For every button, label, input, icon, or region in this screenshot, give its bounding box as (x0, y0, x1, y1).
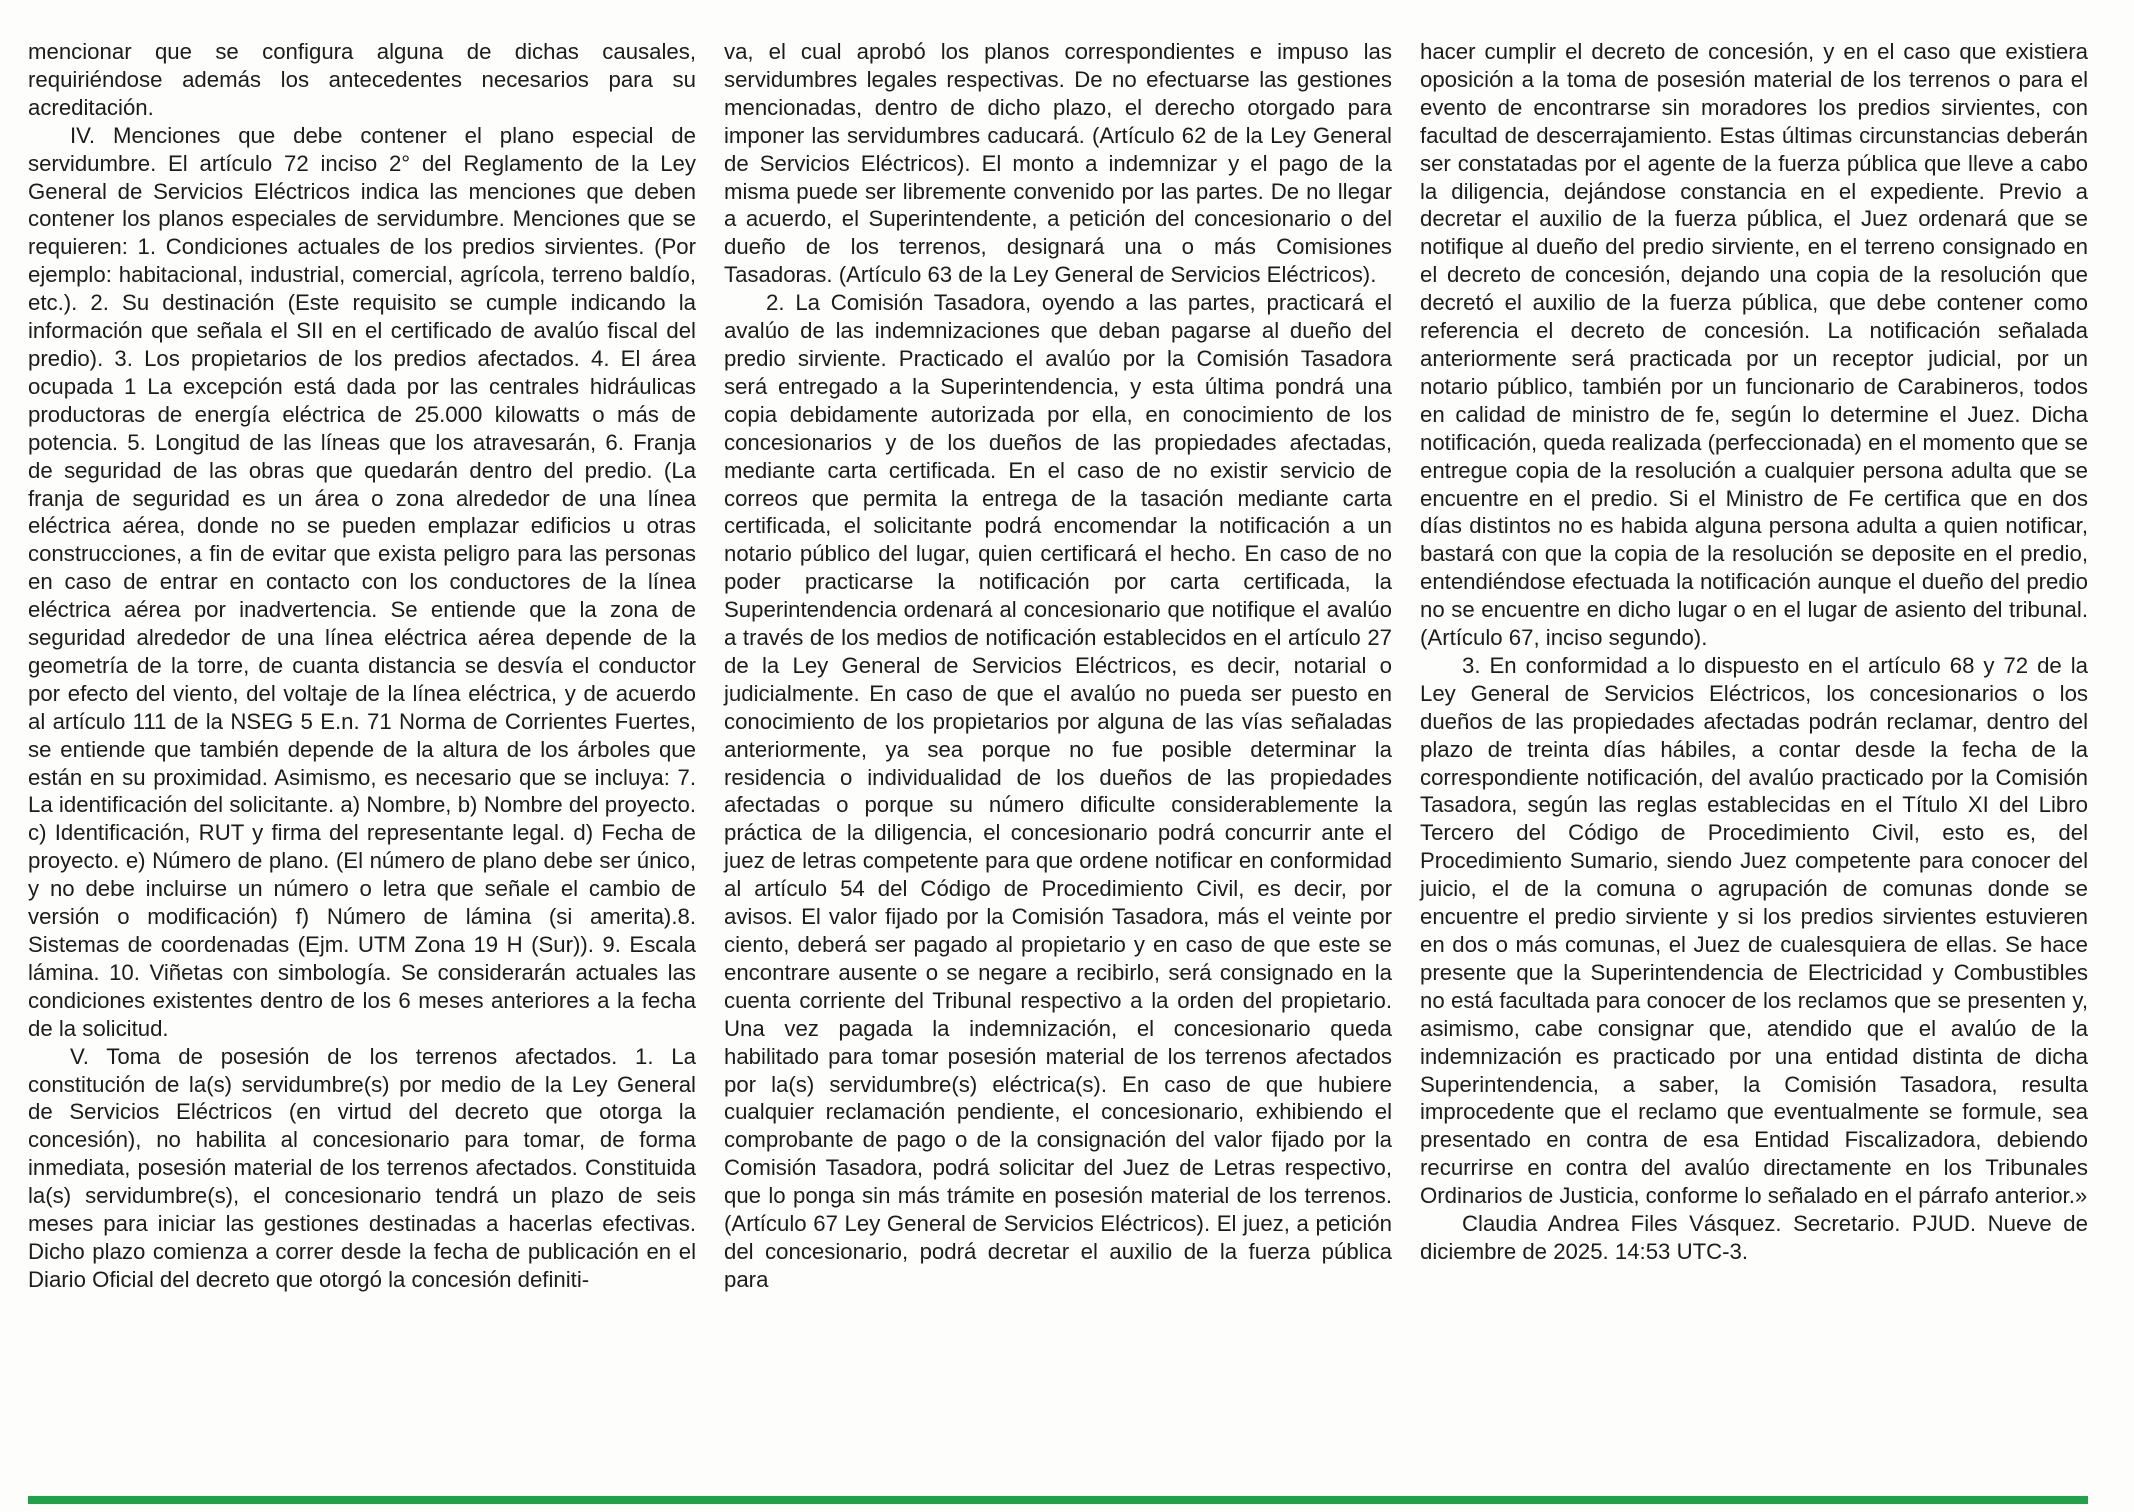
green-bottom-rule (28, 1496, 2088, 1504)
signature-line: Claudia Andrea Files Vásquez. Secretario. PJUD. Nueve de diciembre de 2025. 14:53 UTC-3. (1420, 1211, 2088, 1264)
column-3 (1420, 38, 2088, 1294)
column-1 (28, 38, 696, 1294)
paragraph: V. Toma de posesión de los terrenos afectados. 1. La constitución de la(s) servidumbre(s) por medio de la Ley General de Servicios Eléctricos (en virtud del decreto que otorga la concesión), no habilita al concesionario para tomar, de forma inmediata, posesión material de los terrenos afectados. Constituida la(s) servidumbre(s), el concesionario tendrá un plazo de seis meses para iniciar las gestiones destinadas a hacerlas efectivas. Dicho plazo comienza a correr desde la fecha de publicación en el Diario Oficial del decreto que otorgó la concesión definiti- (28, 1043, 696, 1292)
paragraph: hacer cumplir el decreto de concesión, y en el caso que existiera oposición a la toma de posesión material de los terrenos o para el evento de encontrarse sin moradores los predios sirvientes, con facultad de descerrajamiento. Estas últimas circunstancias deberán ser constatadas por el agente de la fuerza pública que lleve a cabo la diligencia, dejándose constancia en el expediente. Previo a decretar el auxilio de la fuerza pública, el Juez ordenará que se notifique al dueño del predio sirviente, en el terreno consignado en el decreto de concesión, dejando una copia de la resolución que decretó el auxilio de la fuerza pública, que debe contener como referencia el decreto de concesión. La notificación señalada anteriormente será practicada por un receptor judicial, por un notario público, también por un funcionario de Carabineros, todos en calidad de ministro de fe, según lo determine el Juez. Dicha notificación, queda realizada (perfeccionada) en el momento que se entregue copia de la resolución a cualquier persona adulta que se encuentre en el predio. Si el Ministro de Fe certifica que en dos días distintos no es habida alguna persona adulta a quien notificar, bastará con que la copia de la resolución se deposite en el predio, entendiéndose efectuada la notificación aunque el dueño del predio no se encuentre en dicho lugar o en el lugar de asiento del tribunal. (Artículo 67, inciso segundo). (1420, 39, 2088, 651)
paragraph: 3. En conformidad a lo dispuesto en el artículo 68 y 72 de la Ley General de Servicios Eléctricos, los concesionarios o los dueños de las propiedades afectadas podrán reclamar, dentro del plazo de treinta días hábiles, a contar desde la fecha de la correspondiente notificación, del avalúo practicado por la Comisión Tasadora, según las reglas establecidas en el Título XI del Libro Tercero del Código de Procedimiento Civil, esto es, del Procedimiento Sumario, siendo Juez competente para conocer del juicio, el de la comuna o agrupación de comunas donde se encuentre el predio sirviente y si los predios sirvientes estuvieren en dos o más comunas, el Juez de cualesquiera de ellas. Se hace presente que la Superintendencia de Electricidad y Combustibles no está facultada para conocer de los reclamos que se presenten y, asimismo, cabe consignar que, atendido que el avalúo de la indemnización es practicado por una entidad distinta de dicha Superintendencia, a saber, la Comisión Tasadora, resulta improcedente que el reclamo que eventualmente se formule, sea presentado en contra de esa Entidad Fiscalizadora, debiendo recurrirse en contra del avalúo directamente en los Tribunales Ordinarios de Justicia, conforme lo señalado en el párrafo anterior.» (1420, 652, 2088, 1209)
paragraph: 2. La Comisión Tasadora, oyendo a las partes, practicará el avalúo de las indemnizaciones que deban pagarse al dueño del predio sirviente. Practicado el avalúo por la Comisión Tasadora será entregado a la Superintendencia, y esta última pondrá una copia debidamente autorizada por ella, en conocimiento de los concesionarios y de los dueños de las propiedades afectadas, mediante carta certificada. En el caso de no existir servicio de correos que permita la entrega de la tasación mediante carta certificada, el solicitante podrá encomendar la notificación a un notario público del lugar, quien certificará el hecho. En caso de no poder practicarse la notificación por carta certificada, la Superintendencia ordenará al concesionario que notifique el avalúo a través de los medios de notificación establecidos en el artículo 27 de la Ley General de Servicios Eléctricos, es decir, notarial o judicialmente. En caso de que el avalúo no pueda ser puesto en conocimiento de los propietarios por alguna de las vías señaladas anteriormente, ya sea porque no fue posible determinar la residencia o individualidad de los dueños de las propiedades afectadas o porque su número dificulte considerablemente la práctica de la diligencia, el concesionario podrá concurrir ante el juez de letras competente para que ordene notificar en conformidad al artículo 54 del Código de Procedimiento Civil, es decir, por avisos. El valor fijado por la Comisión Tasadora, más el veinte por ciento, deberá ser pagado al propietario y en caso de que este se encontrare ausente o se negare a recibirlo, será consignado en la cuenta corriente del Tribunal respectivo a la orden del propietario. Una vez pagada la indemnización, el concesionario queda habilitado para tomar posesión material de los terrenos afectados por la(s) servidumbre(s) eléctrica(s). En caso de que hubiere cualquier reclamación pendiente, el concesionario, exhibiendo el comprobante de pago o de la consignación del valor fijado por la Comisión Tasadora, podrá solicitar del Juez de Letras respectivo, que lo ponga sin más trámite en posesión material de los terrenos. (Artículo 67 Ley General de Servicios Eléctricos). El juez, a petición del concesionario, podrá decretar el auxilio de la fuerza pública para (724, 290, 1392, 1292)
paragraph: va, el cual aprobó los planos correspondientes e impuso las servidumbres legales respectivas. De no efectuarse las gestiones mencionadas, dentro de dicho plazo, el derecho otorgado para imponer las servidumbres caducará. (Artículo 62 de la Ley General de Servicios Eléctricos). El monto a indemnizar y el pago de la misma puede ser libremente convenido por las partes. De no llegar a acuerdo, el Superintendente, a petición del concesionario o del dueño de los terrenos, designará una o más Comisiones Tasadoras. (Artículo 63 de la Ley General de Servicios Eléctricos). (724, 39, 1392, 288)
column-2 (724, 38, 1392, 1294)
article-columns (28, 38, 2088, 1294)
paragraph: IV. Menciones que debe contener el plano especial de servidumbre. El artículo 72 inciso 2° del Reglamento de la Ley General de Servicios Eléctricos indica las menciones que deben contener los planos especiales de servidumbre. Menciones que se requieren: 1. Condiciones actuales de los predios sirvientes. (Por ejemplo: habitacional, industrial, comercial, agrícola, terreno baldío, etc.). 2. Su destinación (Este requisito se cumple indicando la información que señala el SII en el certificado de avalúo fiscal del predio). 3. Los propietarios de los predios afectados. 4. El área ocupada 1 La excepción está dada por las centrales hidráulicas productoras de energía eléctrica de 25.000 kilowatts o más de potencia. 5. Longitud de las líneas que los atravesarán, 6. Franja de seguridad de las obras que quedarán dentro del predio. (La franja de seguridad es un área o zona alrededor de una línea eléctrica aérea, donde no se pueden emplazar edificios u otras construcciones, a fin de evitar que exista peligro para las personas en caso de entrar en contacto con los conductores de la línea eléctrica aérea por inadvertencia. Se entiende que la zona de seguridad alrededor de una línea eléctrica aérea depende de la geometría de la torre, de cuanta distancia se desvía el conductor por efecto del viento, del voltaje de la línea eléctrica, y de acuerdo al artículo 111 de la NSEG 5 E.n. 71 Norma de Corrientes Fuertes, se entiende que también depende de la altura de los árboles que están en su proximidad. Asimismo, es necesario que se incluya: 7. La identificación del solicitante. a) Nombre, b) Nombre del proyecto. c) Identificación, RUT y firma del representante legal. d) Fecha de proyecto. e) Número de plano. (El número de plano debe ser único, y no debe incluirse un número o letra que señale el cambio de versión o modificación) f) Número de lámina (si amerita).8. Sistemas de coordenadas (Ejm. UTM Zona 19 H (Sur)). 9. Escala lámina. 10. Viñetas con simbología. Se considerarán actuales las condiciones existentes dentro de los 6 meses anteriores a la fecha de la solicitud. (28, 122, 696, 1041)
paragraph: mencionar que se configura alguna de dichas causales, requiriéndose además los antecedentes necesarios para su acreditación. (28, 39, 696, 120)
